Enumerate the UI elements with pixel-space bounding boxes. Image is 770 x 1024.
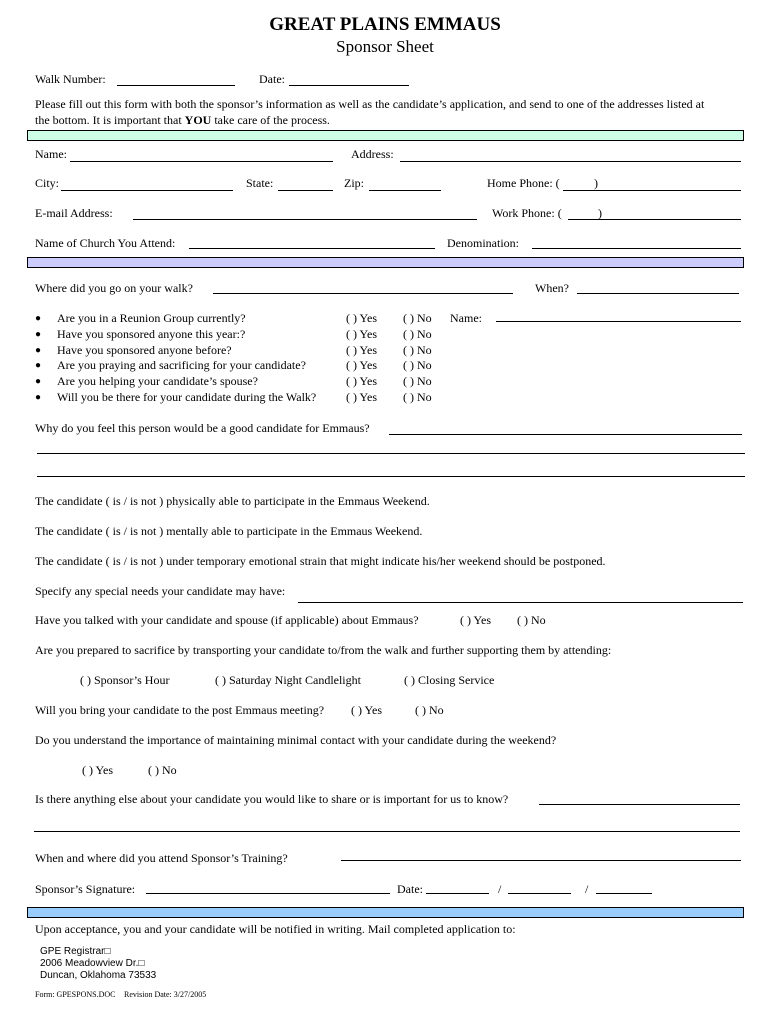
no-option[interactable]: ( ) No (403, 390, 432, 404)
date-slash: / (498, 882, 502, 896)
no-option[interactable]: ( ) No (415, 703, 444, 717)
address-field[interactable] (400, 161, 741, 162)
signature-date-month[interactable] (426, 893, 489, 894)
home-phone-label: Home Phone: ( (487, 176, 560, 190)
church-label: Name of Church You Attend: (35, 236, 176, 250)
anything-else-field-line-2[interactable] (34, 831, 740, 832)
bullet: ● (35, 376, 42, 387)
address-label: Address: (351, 147, 394, 161)
walk-number-label: Walk Number: (35, 72, 106, 86)
zip-label: Zip: (344, 176, 364, 190)
no-option[interactable]: ( ) No (403, 374, 432, 388)
section-divider-lightblue (27, 907, 744, 918)
church-field[interactable] (189, 248, 435, 249)
yes-option[interactable]: ( ) Yes (346, 311, 378, 325)
bullet: ● (35, 345, 42, 356)
city-label: City: (35, 176, 60, 190)
denomination-field[interactable] (532, 248, 741, 249)
instructions-line-1: Please fill out this form with both the sponsor’s information as well as the candidate’s application, and send to one of the addresses listed at (35, 97, 705, 111)
walk-when-label: When? (535, 281, 569, 295)
sponsors-hour-option[interactable]: ( ) Sponsor’s Hour (80, 673, 170, 687)
walk-number-field[interactable] (117, 85, 235, 86)
anything-else-label: Is there anything else about your candidate you would like to share or is important for us to know? (35, 792, 509, 806)
section-divider-green (27, 130, 744, 141)
form-title: GREAT PLAINS EMMAUS (269, 14, 501, 35)
anything-else-field[interactable] (539, 804, 740, 805)
home-phone-field[interactable] (563, 190, 741, 191)
date-field[interactable] (289, 85, 409, 86)
why-candidate-field-line-3[interactable] (37, 476, 745, 477)
mail-address-line-1: GPE Registrar□ (40, 946, 111, 957)
question-praying: Are you praying and sacrificing for your candidate? (57, 358, 306, 372)
home-phone-paren: ) (594, 176, 598, 190)
why-candidate-label: Why do you feel this person would be a good candidate for Emmaus? (35, 421, 370, 435)
bullet: ● (35, 313, 42, 324)
form-subtitle: Sponsor Sheet (336, 37, 434, 56)
prepared-to-sacrifice-label: Are you prepared to sacrifice by transporting your candidate to/from the walk and further supporting them by attending: (35, 643, 612, 657)
no-option[interactable]: ( ) No (403, 327, 432, 341)
candlelight-option[interactable]: ( ) Saturday Night Candlelight (215, 673, 361, 687)
minimal-contact-label: Do you understand the importance of maintaining minimal contact with your candidate during the weekend? (35, 733, 557, 747)
signature-date-label: Date: (397, 882, 423, 896)
no-option[interactable]: ( ) No (403, 358, 432, 372)
yes-option[interactable]: ( ) Yes (346, 327, 378, 341)
work-phone-label: Work Phone: ( (492, 206, 562, 220)
reunion-name-label: Name: (450, 311, 482, 325)
form-id: Form: GPESPONS.DOC (35, 990, 116, 999)
no-option[interactable]: ( ) No (403, 311, 432, 325)
signature-date-day[interactable] (508, 893, 571, 894)
name-field[interactable] (70, 161, 333, 162)
no-option[interactable]: ( ) No (517, 613, 546, 627)
why-candidate-field-line-2[interactable] (37, 453, 745, 454)
mail-address-line-3: Duncan, Oklahoma 73533 (40, 970, 157, 981)
yes-option[interactable]: ( ) Yes (82, 763, 114, 777)
date-slash: / (585, 882, 589, 896)
yes-option[interactable]: ( ) Yes (460, 613, 492, 627)
walk-where-label: Where did you go on your walk? (35, 281, 193, 295)
revision-date: Revision Date: 3/27/2005 (124, 990, 207, 999)
name-label: Name: (35, 147, 67, 161)
bullet: ● (35, 360, 42, 371)
mental-ability-statement: The candidate ( is / is not ) mentally able to participate in the Emmaus Weekend. (35, 524, 423, 538)
emotional-strain-statement: The candidate ( is / is not ) under temporary emotional strain that might indicate his/her weekend should be postponed. (35, 554, 606, 568)
state-label: State: (246, 176, 274, 190)
yes-option[interactable]: ( ) Yes (346, 343, 378, 357)
question-helping-spouse: Are you helping your candidate’s spouse? (57, 374, 258, 388)
work-phone-paren: ) (598, 206, 602, 220)
closing-service-option[interactable]: ( ) Closing Service (404, 673, 495, 687)
walk-when-field[interactable] (577, 293, 739, 294)
email-field[interactable] (133, 219, 477, 220)
section-divider-blue (27, 257, 744, 268)
yes-option[interactable]: ( ) Yes (346, 358, 378, 372)
no-option[interactable]: ( ) No (403, 343, 432, 357)
mail-address-line-2: 2006 Meadowview Dr.□ (40, 958, 145, 969)
date-label: Date: (259, 72, 285, 86)
walk-where-field[interactable] (213, 293, 513, 294)
training-label: When and where did you attend Sponsor’s Training? (35, 851, 288, 865)
zip-field[interactable] (369, 190, 441, 191)
yes-option[interactable]: ( ) Yes (346, 374, 378, 388)
denomination-label: Denomination: (447, 236, 519, 250)
why-candidate-field[interactable] (389, 434, 742, 435)
instructions-line-2: the bottom. It is important that YOU take care of the process. (35, 113, 330, 127)
physical-ability-statement: The candidate ( is / is not ) physically able to participate in the Emmaus Weekend. (35, 494, 430, 508)
work-phone-field[interactable] (568, 219, 741, 220)
talked-with-candidate-label: Have you talked with your candidate and spouse (if applicable) about Emmaus? (35, 613, 419, 627)
signature-label: Sponsor’s Signature: (35, 882, 136, 896)
city-field[interactable] (61, 190, 233, 191)
bullet: ● (35, 392, 42, 403)
acceptance-notice: Upon acceptance, you and your candidate will be notified in writing. Mail completed application to: (35, 922, 516, 936)
signature-date-year[interactable] (596, 893, 652, 894)
special-needs-field[interactable] (298, 602, 743, 603)
state-field[interactable] (278, 190, 333, 191)
training-field[interactable] (341, 860, 741, 861)
question-there-during-walk: Will you be there for your candidate during the Walk? (57, 390, 317, 404)
post-meeting-label: Will you bring your candidate to the post Emmaus meeting? (35, 703, 325, 717)
no-option[interactable]: ( ) No (148, 763, 177, 777)
bullet: ● (35, 329, 42, 340)
question-reunion-group: Are you in a Reunion Group currently? (57, 311, 246, 325)
reunion-name-field[interactable] (496, 321, 741, 322)
special-needs-label: Specify any special needs your candidate may have: (35, 584, 286, 598)
yes-option[interactable]: ( ) Yes (346, 390, 378, 404)
email-label: E-mail Address: (35, 206, 113, 220)
question-sponsored-before: Have you sponsored anyone before? (57, 343, 232, 357)
yes-option[interactable]: ( ) Yes (351, 703, 383, 717)
signature-field[interactable] (146, 893, 390, 894)
question-sponsored-this-year: Have you sponsored anyone this year:? (57, 327, 246, 341)
